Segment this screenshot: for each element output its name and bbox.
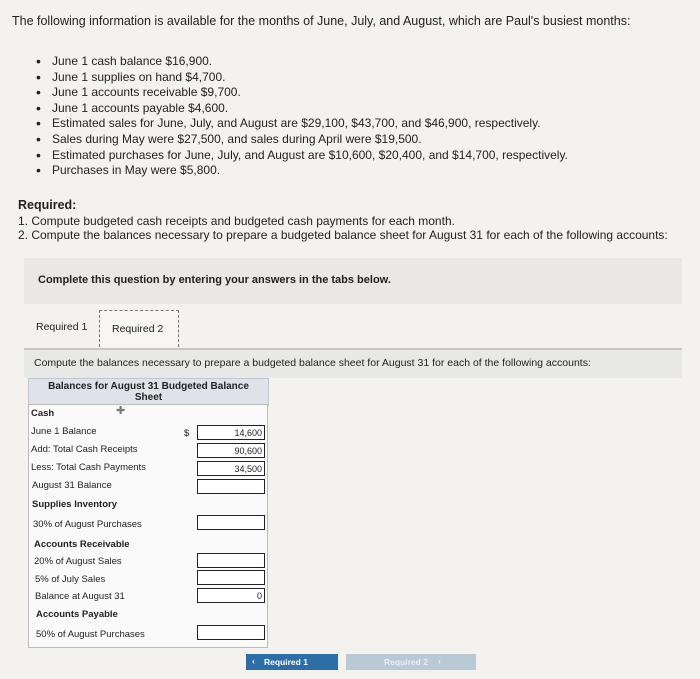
ar-august-sales-field[interactable] bbox=[197, 553, 265, 568]
move-icon: ✚ bbox=[116, 405, 126, 417]
field-value: 14,600 bbox=[234, 428, 262, 438]
question-text: Compute the balances necessary to prepare a budgeted balance sheet for August 31 for each of the following accounts: bbox=[34, 357, 591, 369]
next-required-2-button[interactable] bbox=[346, 654, 476, 670]
ar-july-sales-field[interactable] bbox=[197, 570, 265, 585]
row-label: 5% of July Sales bbox=[35, 574, 106, 585]
instruction-text: Complete this question by entering your answers in the tabs below. bbox=[38, 274, 391, 286]
list-item: • Estimated sales for June, July, and August are $29,100, $43,700, and $46,900, respectively. bbox=[36, 116, 568, 132]
field-value: 34,500 bbox=[234, 464, 262, 474]
prev-required-1-button[interactable] bbox=[246, 654, 338, 670]
row-label: Less: Total Cash Payments bbox=[31, 462, 146, 473]
tab-label: Required 2 bbox=[112, 323, 164, 335]
row-label: Balance at August 31 bbox=[35, 591, 125, 602]
list-item: • June 1 cash balance $16,900. bbox=[36, 54, 568, 70]
list-item: • Estimated purchases for June, July, and August are $10,600, $20,400, and $14,700, respectively. bbox=[36, 148, 568, 164]
header-line-2: Sheet bbox=[134, 392, 163, 403]
row-label: Add: Total Cash Receipts bbox=[31, 444, 138, 455]
tab-required-1[interactable]: Required 1 bbox=[36, 321, 88, 333]
required-list bbox=[18, 214, 668, 242]
row-label: Cash bbox=[31, 408, 55, 419]
list-item: • Sales during May were $27,500, and sales during April were $19,500. bbox=[36, 132, 568, 148]
row-label: August 31 Balance bbox=[32, 480, 112, 491]
total-cash-receipts-field[interactable] bbox=[197, 443, 265, 458]
table-header-text bbox=[29, 381, 268, 403]
button-label: Required 1 bbox=[264, 657, 308, 667]
field-value: 0 bbox=[256, 591, 262, 601]
ap-august-purchases-field[interactable] bbox=[197, 625, 265, 640]
row-label: 20% of August Sales bbox=[34, 556, 122, 567]
chevron-left-icon: ‹ bbox=[252, 656, 255, 666]
list-item: • June 1 supplies on hand $4,700. bbox=[36, 70, 568, 86]
june1-balance-field[interactable] bbox=[184, 425, 265, 440]
row-label: Accounts Payable bbox=[36, 609, 118, 620]
header-line-1: Balances for August 31 Budgeted Balance bbox=[48, 381, 249, 392]
tab-required-2[interactable] bbox=[99, 310, 179, 347]
currency-symbol: $ bbox=[184, 428, 190, 439]
info-list bbox=[36, 54, 568, 179]
row-label: Accounts Receivable bbox=[34, 539, 130, 550]
value-column bbox=[184, 404, 268, 648]
label-column bbox=[28, 404, 197, 648]
ar-balance-field[interactable] bbox=[197, 588, 265, 603]
button-label: Required 2 bbox=[384, 657, 428, 667]
table-header bbox=[28, 378, 269, 406]
august31-cash-balance-field[interactable] bbox=[197, 479, 265, 494]
required-item: 1. Compute budgeted cash receipts and budgeted cash payments for each month. bbox=[18, 214, 455, 228]
list-item: • June 1 accounts payable $4,600. bbox=[36, 101, 568, 117]
row-label: 50% of August Purchases bbox=[36, 629, 145, 640]
chevron-right-icon: › bbox=[438, 656, 441, 666]
row-label: Supplies Inventory bbox=[32, 499, 117, 510]
supplies-august-purchases-field[interactable] bbox=[197, 515, 265, 530]
list-item: • June 1 accounts receivable $9,700. bbox=[36, 85, 568, 101]
required-item: 2. Compute the balances necessary to prepare a budgeted balance sheet for August 31 for each of the following accounts: bbox=[18, 228, 668, 242]
intro-text: The following information is available for the months of June, July, and August, which are Paul's busiest months: bbox=[12, 14, 631, 28]
row-label: 30% of August Purchases bbox=[33, 519, 142, 530]
row-label: June 1 Balance bbox=[31, 426, 97, 437]
field-value: 90,600 bbox=[234, 446, 262, 456]
required-heading: Required: bbox=[18, 198, 77, 212]
total-cash-payments-field[interactable] bbox=[197, 461, 265, 476]
list-item: • Purchases in May were $5,800. bbox=[36, 163, 568, 179]
